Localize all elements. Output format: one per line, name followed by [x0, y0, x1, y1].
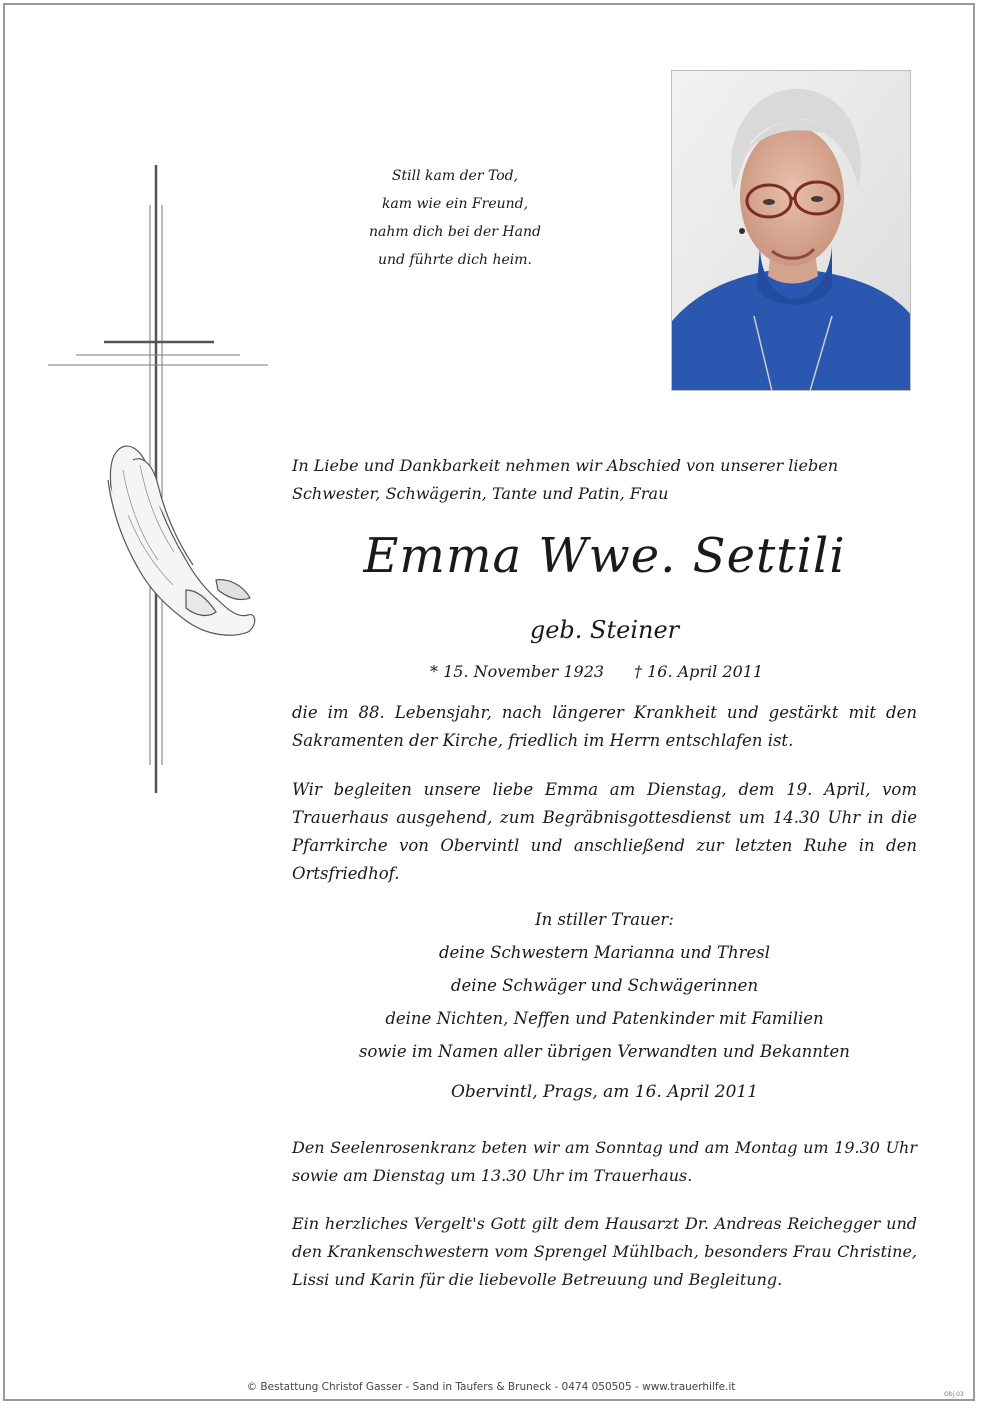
- mourners-line: deine Schwestern Marianna und Thresl: [438, 943, 771, 962]
- verse-line: kam wie ein Freund,: [381, 196, 529, 212]
- thanks-paragraph: Ein herzliches Vergelt's Gott gilt dem Hausarzt Dr. Andreas Reichegger und den Krankenschwestern vom Sprengel Mühlbach, besonders Frau Christine, Lissi und Karin für die liebevolle Betreuung und Begleitung.: [292, 1214, 917, 1289]
- birth-date: * 15. November 1923: [430, 662, 605, 681]
- verse-line: nahm dich bei der Hand: [369, 224, 541, 240]
- deceased-name: Emma Wwe. Settili: [363, 528, 846, 584]
- footer-credit: © Bestattung Christof Gasser - Sand in Taufers & Bruneck - 0474 050505 - www.trauerhilfe.it: [246, 1381, 736, 1393]
- mourners-line: deine Schwäger und Schwägerinnen: [450, 976, 759, 995]
- mourners-line: sowie im Namen aller übrigen Verwandten und Bekannten: [359, 1042, 850, 1061]
- mourners-line: deine Nichten, Neffen und Patenkinder mit Familien: [385, 1009, 824, 1028]
- rosary-paragraph: Den Seelenrosenkranz beten wir am Sonntag und am Montag um 19.30 Uhr sowie am Dienstag um 13.30 Uhr im Trauerhaus.: [292, 1138, 917, 1185]
- mourners-line: In stiller Trauer:: [535, 910, 674, 929]
- death-notice-paragraph: die im 88. Lebensjahr, nach längerer Krankheit und gestärkt mit den Sakramenten der Kirche, friedlich im Herrn entschlafen ist.: [292, 703, 917, 750]
- intro-text: In Liebe und Dankbarkeit nehmen wir Abschied von unserer lieben Schwester, Schwägerin, Tante und Patin, Frau: [292, 456, 839, 503]
- verse-line: und führte dich heim.: [378, 252, 532, 268]
- memorial-verse: [340, 162, 570, 274]
- maiden-name: geb. Steiner: [529, 616, 680, 644]
- death-date: † 16. April 2011: [634, 662, 764, 681]
- praying-hands-icon: [98, 440, 258, 644]
- verse-line: Still kam der Tod,: [391, 168, 519, 184]
- mourners-list: [292, 903, 917, 1068]
- portrait-photo: [671, 70, 911, 391]
- place-and-date: Obervintl, Prags, am 16. April 2011: [450, 1082, 759, 1102]
- document-code: Obj.03: [944, 1391, 964, 1398]
- funeral-details-paragraph: Wir begleiten unsere liebe Emma am Dienstag, dem 19. April, vom Trauerhaus ausgehend, zum Begräbnisgottesdienst um 14.30 Uhr in die Pfarrkirche von Obervintl und anschließend zur letzten Ruhe in den Ortsfriedhof.: [292, 780, 917, 883]
- portrait-illustration: [672, 71, 911, 391]
